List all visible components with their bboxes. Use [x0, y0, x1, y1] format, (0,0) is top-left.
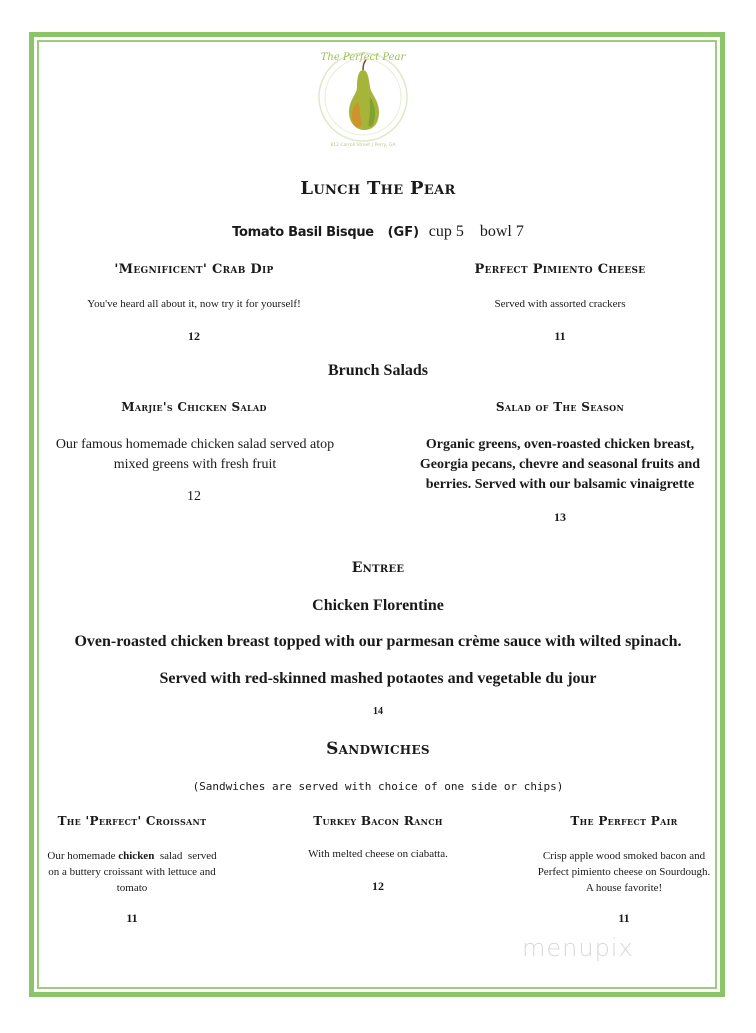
entree-description-line1: Oven-roasted chicken breast topped with our parmesan crème sauce with wilted spinach. — [74, 633, 682, 650]
appetizer-description: You've heard all about it, now try it for yourself! — [87, 298, 301, 310]
salads-heading: Brunch Salads — [327, 362, 429, 379]
sandwiches-note: (Sandwiches are served with choice of one side or chips) — [192, 780, 564, 793]
appetizer-name: 'Megnificent' Crab Dip — [114, 262, 274, 277]
sandwich-description: Crisp apple wood smoked bacon and Perfect pimiento cheese on Sourdough. A house favorite! — [537, 850, 711, 894]
salad-name: Salad of The Season — [495, 400, 625, 414]
salad-price: 12 — [187, 489, 201, 504]
entree-price: 14 — [373, 706, 383, 717]
sandwich-description: Our homemade chicken salad served on a buttery croissant with lettuce and tomato — [47, 850, 217, 894]
sandwich-description: With melted cheese on ciabatta. — [308, 848, 448, 860]
page-title: Lunch The Pear — [300, 178, 456, 199]
salad-name: Marjie's Chicken Salad — [121, 400, 267, 414]
sandwich-name: The 'Perfect' Croissant — [57, 814, 207, 828]
sandwich-price: 12 — [372, 879, 384, 893]
sandwiches-heading: Sandwiches — [326, 739, 430, 759]
svg-text:812 Carroll Street | Perry, GA: 812 Carroll Street | Perry, GA — [330, 143, 396, 148]
soup-tag: (GF) — [387, 225, 420, 240]
soup-line — [0, 223, 756, 241]
sandwich-name: Turkey Bacon Ranch — [313, 814, 443, 828]
watermark: menupix — [522, 934, 634, 962]
appetizer-description: Served with assorted crackers — [494, 298, 626, 310]
svg-text:The Perfect Pear: The Perfect Pear — [320, 52, 406, 63]
sandwich-price: 11 — [126, 911, 138, 925]
salad-description: Organic greens, oven-roasted chicken breast, Georgia pecans, chevre and seasonal fruits and berries. Served with our balsamic vinaigrette — [419, 437, 701, 492]
appetizer-price: 11 — [554, 329, 566, 343]
soup-prices: cup 5 bowl 7 — [428, 223, 524, 240]
salad-price: 13 — [554, 510, 566, 524]
appetizer-price: 12 — [188, 329, 200, 343]
appetizer-name: Perfect Pimiento Cheese — [474, 262, 646, 277]
sandwich-price: 11 — [618, 911, 630, 925]
pear-icon — [313, 42, 413, 152]
logo — [313, 42, 413, 152]
salad-description: Our famous homemade chicken salad served atop mixed greens with fresh fruit — [55, 437, 335, 472]
entree-name: Chicken Florentine — [312, 597, 444, 614]
sandwich-name: The Perfect Pair — [570, 814, 678, 828]
soup-name: Tomato Basil Bisque — [232, 225, 374, 240]
entree-heading: Entree — [351, 560, 405, 576]
entree-description-line2: Served with red-skinned mashed potaotes and vegetable du jour — [159, 670, 597, 687]
